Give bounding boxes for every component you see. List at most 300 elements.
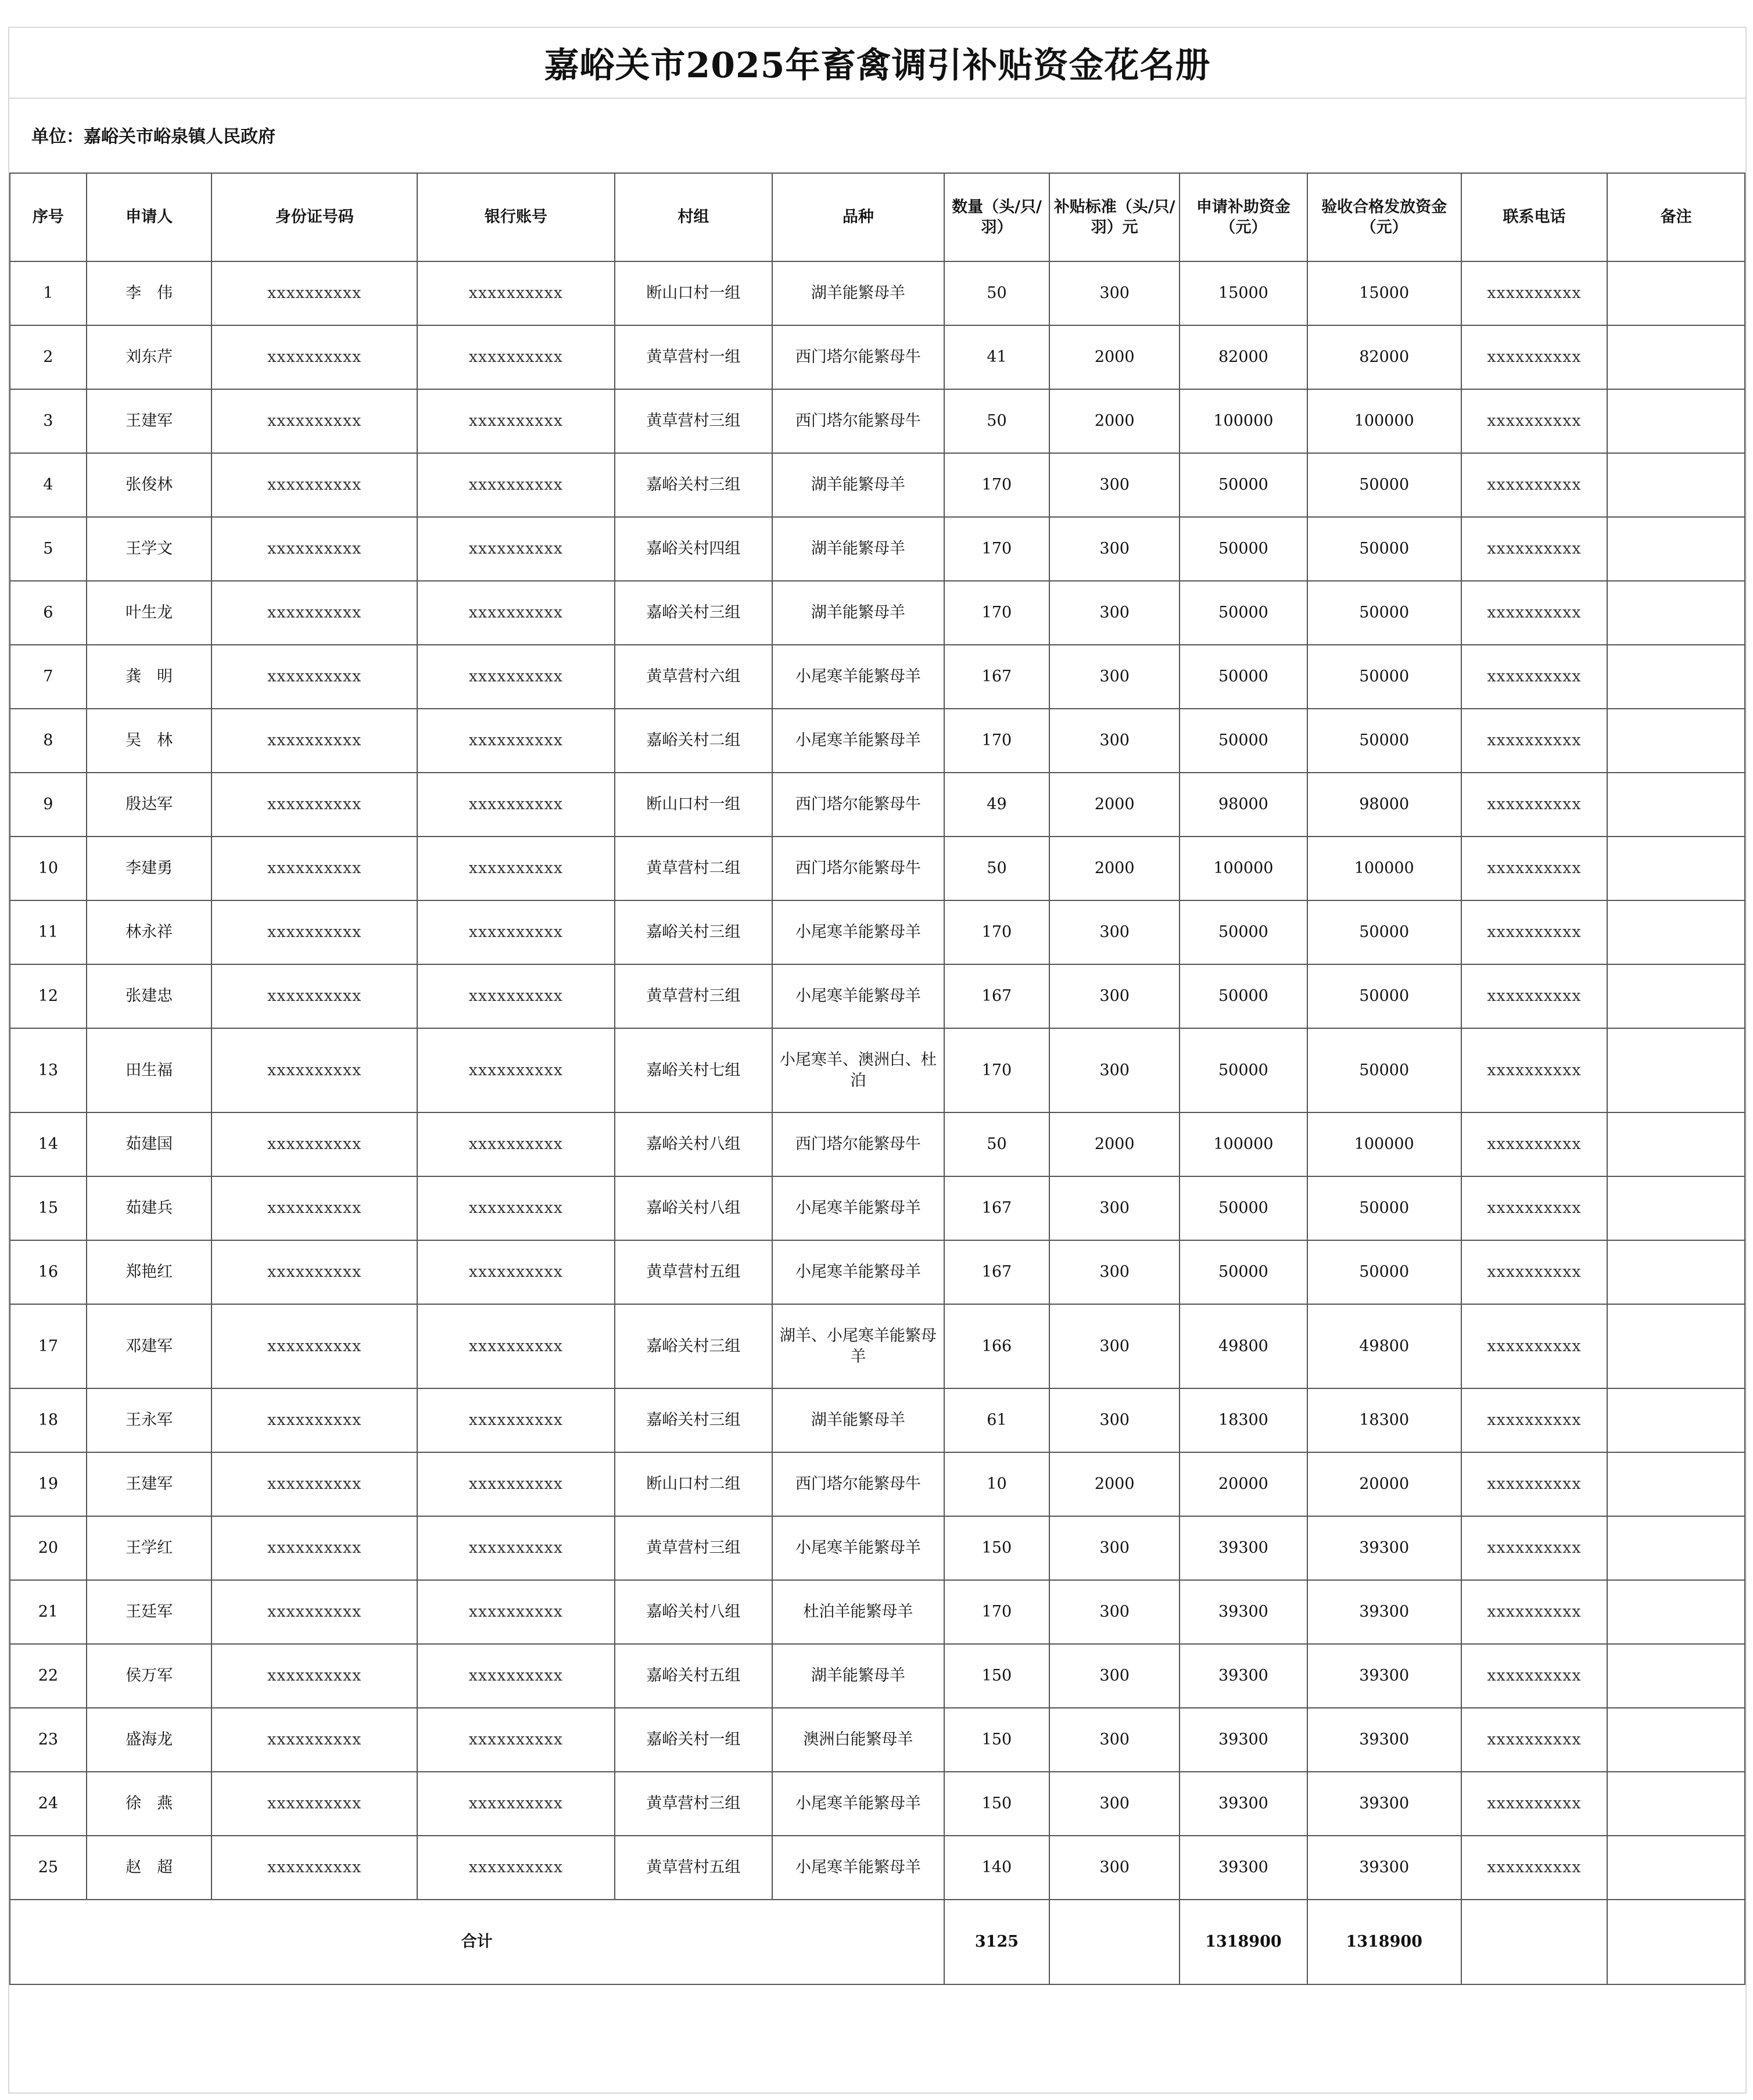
cell-subsidy-standard: 2000 [1049,837,1180,900]
cell-applied-funds: 50000 [1180,964,1307,1028]
cell-applicant: 郑艳红 [87,1240,212,1304]
cell-bank-account: xxxxxxxxxx [417,1388,615,1452]
cell-breed: 西门塔尔能繁母牛 [772,773,944,837]
cell-subsidy-standard: 2000 [1049,389,1180,453]
cell-applied-funds: 39300 [1180,1708,1307,1772]
cell-approved-funds: 100000 [1307,837,1461,900]
cell-approved-funds: 50000 [1307,581,1461,645]
total-remarks-cell [1607,1900,1745,1984]
table-row [10,1708,1745,1772]
cell-village-group: 嘉峪关村七组 [615,1028,772,1112]
cell-bank-account: xxxxxxxxxx [417,1176,615,1240]
cell-applied-funds: 50000 [1180,453,1307,517]
cell-index: 12 [10,964,87,1028]
cell-quantity: 150 [944,1644,1050,1708]
cell-index: 14 [10,1112,87,1176]
cell-village-group: 黄草营村三组 [615,389,772,453]
cell-bank-account: xxxxxxxxxx [417,1580,615,1644]
cell-subsidy-standard: 300 [1049,1708,1180,1772]
table-row [10,1176,1745,1240]
cell-phone: xxxxxxxxxx [1461,964,1608,1028]
cell-subsidy-standard: 300 [1049,900,1180,964]
cell-village-group: 嘉峪关村三组 [615,900,772,964]
cell-breed: 小尾寒羊能繁母羊 [772,900,944,964]
cell-approved-funds: 50000 [1307,1028,1461,1112]
cell-breed: 西门塔尔能繁母牛 [772,325,944,389]
cell-bank-account: xxxxxxxxxx [417,1452,615,1516]
cell-applied-funds: 82000 [1180,325,1307,389]
cell-applied-funds: 49800 [1180,1304,1307,1388]
cell-remarks [1607,1176,1745,1240]
cell-quantity: 170 [944,453,1050,517]
cell-village-group: 黄草营村三组 [615,1772,772,1836]
cell-breed: 小尾寒羊能繁母羊 [772,709,944,773]
cell-id-number: xxxxxxxxxx [211,964,417,1028]
cell-index: 20 [10,1516,87,1580]
cell-applicant: 王学红 [87,1516,212,1580]
cell-subsidy-standard: 300 [1049,517,1180,581]
cell-approved-funds: 82000 [1307,325,1461,389]
cell-quantity: 150 [944,1516,1050,1580]
cell-village-group: 嘉峪关村一组 [615,1708,772,1772]
cell-remarks [1607,837,1745,900]
cell-remarks [1607,900,1745,964]
header-applied-funds: 申请补助资金（元） [1180,173,1307,261]
cell-index: 13 [10,1028,87,1112]
cell-id-number: xxxxxxxxxx [211,645,417,709]
cell-applied-funds: 50000 [1180,900,1307,964]
cell-applicant: 茹建国 [87,1112,212,1176]
cell-applied-funds: 50000 [1180,1240,1307,1304]
cell-village-group: 黄草营村三组 [615,1516,772,1580]
cell-subsidy-standard: 300 [1049,1028,1180,1112]
total-quantity: 3125 [944,1900,1050,1984]
cell-applicant: 徐 燕 [87,1772,212,1836]
cell-index: 8 [10,709,87,773]
cell-index: 17 [10,1304,87,1388]
table-row [10,453,1745,517]
cell-applicant: 赵 超 [87,1836,212,1900]
cell-subsidy-standard: 300 [1049,709,1180,773]
cell-bank-account: xxxxxxxxxx [417,389,615,453]
table-row [10,773,1745,837]
cell-applicant: 王建军 [87,389,212,453]
cell-applied-funds: 100000 [1180,389,1307,453]
cell-applicant: 殷达军 [87,773,212,837]
cell-breed: 湖羊、小尾寒羊能繁母羊 [772,1304,944,1388]
cell-remarks [1607,1452,1745,1516]
cell-applicant: 刘东芹 [87,325,212,389]
cell-applied-funds: 100000 [1180,1112,1307,1176]
cell-index: 3 [10,389,87,453]
cell-remarks [1607,261,1745,325]
cell-applicant: 李建勇 [87,837,212,900]
cell-breed: 小尾寒羊能繁母羊 [772,964,944,1028]
cell-breed: 西门塔尔能繁母牛 [772,1112,944,1176]
cell-applied-funds: 100000 [1180,837,1307,900]
cell-approved-funds: 39300 [1307,1836,1461,1900]
cell-id-number: xxxxxxxxxx [211,1580,417,1644]
table-row [10,964,1745,1028]
cell-id-number: xxxxxxxxxx [211,1772,417,1836]
cell-applicant: 茹建兵 [87,1176,212,1240]
cell-village-group: 嘉峪关村三组 [615,581,772,645]
cell-approved-funds: 18300 [1307,1388,1461,1452]
table-row [10,1836,1745,1900]
cell-subsidy-standard: 2000 [1049,1112,1180,1176]
cell-index: 18 [10,1388,87,1452]
header-phone: 联系电话 [1461,173,1608,261]
cell-applicant: 王学文 [87,517,212,581]
cell-index: 5 [10,517,87,581]
cell-bank-account: xxxxxxxxxx [417,1028,615,1112]
cell-remarks [1607,1836,1745,1900]
cell-subsidy-standard: 2000 [1049,773,1180,837]
cell-quantity: 167 [944,1176,1050,1240]
cell-bank-account: xxxxxxxxxx [417,261,615,325]
cell-phone: xxxxxxxxxx [1461,709,1608,773]
cell-bank-account: xxxxxxxxxx [417,837,615,900]
cell-applied-funds: 39300 [1180,1580,1307,1644]
header-bank-account: 银行账号 [417,173,615,261]
cell-bank-account: xxxxxxxxxx [417,645,615,709]
header-village-group: 村组 [615,173,772,261]
table-row [10,837,1745,900]
cell-bank-account: xxxxxxxxxx [417,581,615,645]
cell-applied-funds: 50000 [1180,1176,1307,1240]
cell-phone: xxxxxxxxxx [1461,1772,1608,1836]
cell-index: 25 [10,1836,87,1900]
cell-phone: xxxxxxxxxx [1461,1452,1608,1516]
cell-id-number: xxxxxxxxxx [211,1452,417,1516]
cell-index: 15 [10,1176,87,1240]
cell-subsidy-standard: 300 [1049,1176,1180,1240]
table-row [10,1304,1745,1388]
cell-village-group: 嘉峪关村八组 [615,1176,772,1240]
page-title: 嘉峪关市2025年畜禽调引补贴资金花名册 [544,45,1211,86]
cell-index: 7 [10,645,87,709]
cell-index: 1 [10,261,87,325]
cell-approved-funds: 39300 [1307,1516,1461,1580]
cell-remarks [1607,453,1745,517]
cell-approved-funds: 100000 [1307,389,1461,453]
header-index: 序号 [10,173,87,261]
spreadsheet-page [8,27,1747,2094]
cell-phone: xxxxxxxxxx [1461,1112,1608,1176]
cell-quantity: 170 [944,517,1050,581]
cell-index: 22 [10,1644,87,1708]
total-phone-cell [1461,1900,1608,1984]
cell-applied-funds: 39300 [1180,1836,1307,1900]
cell-applicant: 李 伟 [87,261,212,325]
cell-bank-account: xxxxxxxxxx [417,1644,615,1708]
cell-id-number: xxxxxxxxxx [211,517,417,581]
cell-quantity: 50 [944,389,1050,453]
cell-applied-funds: 50000 [1180,709,1307,773]
cell-subsidy-standard: 2000 [1049,325,1180,389]
cell-subsidy-standard: 300 [1049,261,1180,325]
cell-phone: xxxxxxxxxx [1461,261,1608,325]
cell-applied-funds: 50000 [1180,581,1307,645]
table-row [10,1452,1745,1516]
table-header-row [10,173,1745,261]
header-approved-funds: 验收合格发放资金（元） [1307,173,1461,261]
cell-approved-funds: 98000 [1307,773,1461,837]
cell-applicant: 王廷军 [87,1580,212,1644]
cell-id-number: xxxxxxxxxx [211,900,417,964]
cell-quantity: 50 [944,1112,1050,1176]
cell-quantity: 170 [944,900,1050,964]
cell-applied-funds: 15000 [1180,261,1307,325]
cell-quantity: 170 [944,709,1050,773]
cell-phone: xxxxxxxxxx [1461,1580,1608,1644]
cell-applicant: 张俊林 [87,453,212,517]
cell-remarks [1607,1644,1745,1708]
cell-approved-funds: 39300 [1307,1644,1461,1708]
table-row [10,325,1745,389]
cell-index: 11 [10,900,87,964]
cell-breed: 小尾寒羊能繁母羊 [772,1176,944,1240]
cell-phone: xxxxxxxxxx [1461,1028,1608,1112]
cell-approved-funds: 50000 [1307,964,1461,1028]
cell-breed: 湖羊能繁母羊 [772,1388,944,1452]
cell-remarks [1607,1240,1745,1304]
cell-id-number: xxxxxxxxxx [211,773,417,837]
cell-subsidy-standard: 300 [1049,581,1180,645]
cell-id-number: xxxxxxxxxx [211,325,417,389]
cell-village-group: 嘉峪关村二组 [615,709,772,773]
cell-applicant: 邓建军 [87,1304,212,1388]
cell-phone: xxxxxxxxxx [1461,517,1608,581]
cell-remarks [1607,1708,1745,1772]
cell-id-number: xxxxxxxxxx [211,1708,417,1772]
cell-remarks [1607,1304,1745,1388]
header-quantity: 数量（头/只/羽） [944,173,1050,261]
cell-phone: xxxxxxxxxx [1461,581,1608,645]
cell-breed: 湖羊能繁母羊 [772,261,944,325]
cell-phone: xxxxxxxxxx [1461,1708,1608,1772]
title-row [9,28,1745,99]
cell-index: 10 [10,837,87,900]
cell-phone: xxxxxxxxxx [1461,900,1608,964]
cell-breed: 小尾寒羊能繁母羊 [772,1836,944,1900]
cell-subsidy-standard: 300 [1049,453,1180,517]
cell-breed: 小尾寒羊能繁母羊 [772,1772,944,1836]
cell-approved-funds: 100000 [1307,1112,1461,1176]
cell-village-group: 嘉峪关村三组 [615,453,772,517]
cell-approved-funds: 49800 [1307,1304,1461,1388]
cell-applicant: 王建军 [87,1452,212,1516]
table-row [10,645,1745,709]
cell-applied-funds: 50000 [1180,517,1307,581]
cell-remarks [1607,645,1745,709]
cell-subsidy-standard: 2000 [1049,1452,1180,1516]
cell-approved-funds: 50000 [1307,453,1461,517]
cell-approved-funds: 39300 [1307,1708,1461,1772]
cell-subsidy-standard: 300 [1049,1644,1180,1708]
cell-phone: xxxxxxxxxx [1461,1388,1608,1452]
cell-village-group: 断山口村二组 [615,1452,772,1516]
cell-approved-funds: 50000 [1307,517,1461,581]
cell-approved-funds: 50000 [1307,900,1461,964]
cell-index: 19 [10,1452,87,1516]
cell-id-number: xxxxxxxxxx [211,261,417,325]
cell-index: 2 [10,325,87,389]
cell-remarks [1607,1112,1745,1176]
cell-village-group: 嘉峪关村三组 [615,1388,772,1452]
cell-remarks [1607,773,1745,837]
cell-applied-funds: 39300 [1180,1772,1307,1836]
cell-phone: xxxxxxxxxx [1461,1516,1608,1580]
table-row [10,1580,1745,1644]
cell-approved-funds: 39300 [1307,1772,1461,1836]
cell-bank-account: xxxxxxxxxx [417,325,615,389]
cell-village-group: 嘉峪关村五组 [615,1644,772,1708]
table-row [10,581,1745,645]
total-label: 合计 [10,1900,944,1984]
cell-id-number: xxxxxxxxxx [211,1304,417,1388]
cell-village-group: 黄草营村三组 [615,964,772,1028]
cell-quantity: 170 [944,581,1050,645]
table-row [10,1112,1745,1176]
cell-id-number: xxxxxxxxxx [211,1388,417,1452]
cell-phone: xxxxxxxxxx [1461,645,1608,709]
cell-breed: 西门塔尔能繁母牛 [772,1452,944,1516]
cell-remarks [1607,517,1745,581]
cell-id-number: xxxxxxxxxx [211,1644,417,1708]
cell-applicant: 王永军 [87,1388,212,1452]
header-id-number: 身份证号码 [211,173,417,261]
header-applicant: 申请人 [87,173,212,261]
cell-breed: 澳洲白能繁母羊 [772,1708,944,1772]
cell-bank-account: xxxxxxxxxx [417,1708,615,1772]
cell-bank-account: xxxxxxxxxx [417,1772,615,1836]
cell-id-number: xxxxxxxxxx [211,1836,417,1900]
cell-bank-account: xxxxxxxxxx [417,773,615,837]
cell-bank-account: xxxxxxxxxx [417,453,615,517]
total-applied: 1318900 [1180,1900,1307,1984]
cell-remarks [1607,1580,1745,1644]
table-row [10,1240,1745,1304]
cell-phone: xxxxxxxxxx [1461,1836,1608,1900]
header-breed: 品种 [772,173,944,261]
cell-index: 24 [10,1772,87,1836]
cell-village-group: 黄草营村六组 [615,645,772,709]
cell-approved-funds: 50000 [1307,1240,1461,1304]
cell-bank-account: xxxxxxxxxx [417,1516,615,1580]
cell-breed: 湖羊能繁母羊 [772,517,944,581]
cell-quantity: 170 [944,1580,1050,1644]
table-row [10,1028,1745,1112]
cell-breed: 小尾寒羊能繁母羊 [772,1516,944,1580]
table-row [10,261,1745,325]
total-row [10,1900,1745,1984]
cell-quantity: 10 [944,1452,1050,1516]
table-row [10,709,1745,773]
cell-bank-account: xxxxxxxxxx [417,900,615,964]
cell-approved-funds: 50000 [1307,709,1461,773]
table-row [10,1388,1745,1452]
cell-breed: 西门塔尔能繁母牛 [772,389,944,453]
cell-id-number: xxxxxxxxxx [211,1112,417,1176]
cell-applied-funds: 20000 [1180,1452,1307,1516]
cell-village-group: 嘉峪关村四组 [615,517,772,581]
cell-subsidy-standard: 300 [1049,1516,1180,1580]
cell-phone: xxxxxxxxxx [1461,1176,1608,1240]
cell-village-group: 嘉峪关村三组 [615,1304,772,1388]
cell-phone: xxxxxxxxxx [1461,837,1608,900]
cell-id-number: xxxxxxxxxx [211,453,417,517]
cell-quantity: 49 [944,773,1050,837]
cell-village-group: 黄草营村二组 [615,837,772,900]
cell-applicant: 龚 明 [87,645,212,709]
cell-quantity: 167 [944,964,1050,1028]
cell-subsidy-standard: 300 [1049,1304,1180,1388]
cell-phone: xxxxxxxxxx [1461,1304,1608,1388]
cell-subsidy-standard: 300 [1049,1580,1180,1644]
total-approved: 1318900 [1307,1900,1461,1984]
cell-village-group: 黄草营村一组 [615,325,772,389]
cell-village-group: 嘉峪关村八组 [615,1580,772,1644]
cell-approved-funds: 15000 [1307,261,1461,325]
cell-applied-funds: 50000 [1180,645,1307,709]
cell-phone: xxxxxxxxxx [1461,389,1608,453]
cell-quantity: 167 [944,1240,1050,1304]
cell-breed: 杜泊羊能繁母羊 [772,1580,944,1644]
cell-remarks [1607,1388,1745,1452]
cell-applied-funds: 18300 [1180,1388,1307,1452]
cell-quantity: 50 [944,837,1050,900]
cell-id-number: xxxxxxxxxx [211,389,417,453]
cell-quantity: 150 [944,1772,1050,1836]
cell-breed: 湖羊能繁母羊 [772,453,944,517]
header-remarks: 备注 [1607,173,1745,261]
cell-bank-account: xxxxxxxxxx [417,964,615,1028]
cell-bank-account: xxxxxxxxxx [417,1836,615,1900]
cell-quantity: 170 [944,1028,1050,1112]
cell-phone: xxxxxxxxxx [1461,453,1608,517]
cell-breed: 湖羊能繁母羊 [772,1644,944,1708]
table-row [10,1516,1745,1580]
cell-subsidy-standard: 300 [1049,1836,1180,1900]
cell-bank-account: xxxxxxxxxx [417,1240,615,1304]
cell-id-number: xxxxxxxxxx [211,1176,417,1240]
cell-bank-account: xxxxxxxxxx [417,1304,615,1388]
cell-bank-account: xxxxxxxxxx [417,1112,615,1176]
table-row [10,389,1745,453]
cell-approved-funds: 20000 [1307,1452,1461,1516]
cell-phone: xxxxxxxxxx [1461,325,1608,389]
cell-breed: 西门塔尔能繁母牛 [772,837,944,900]
cell-remarks [1607,1772,1745,1836]
cell-applied-funds: 50000 [1180,1028,1307,1112]
cell-quantity: 167 [944,645,1050,709]
cell-quantity: 50 [944,261,1050,325]
cell-id-number: xxxxxxxxxx [211,837,417,900]
cell-applicant: 叶生龙 [87,581,212,645]
cell-applied-funds: 98000 [1180,773,1307,837]
cell-subsidy-standard: 300 [1049,1772,1180,1836]
cell-breed: 小尾寒羊能繁母羊 [772,645,944,709]
cell-subsidy-standard: 300 [1049,964,1180,1028]
cell-quantity: 61 [944,1388,1050,1452]
cell-village-group: 黄草营村五组 [615,1836,772,1900]
cell-quantity: 41 [944,325,1050,389]
cell-applied-funds: 39300 [1180,1644,1307,1708]
table-row [10,517,1745,581]
cell-bank-account: xxxxxxxxxx [417,709,615,773]
roster-table [9,173,1745,1985]
